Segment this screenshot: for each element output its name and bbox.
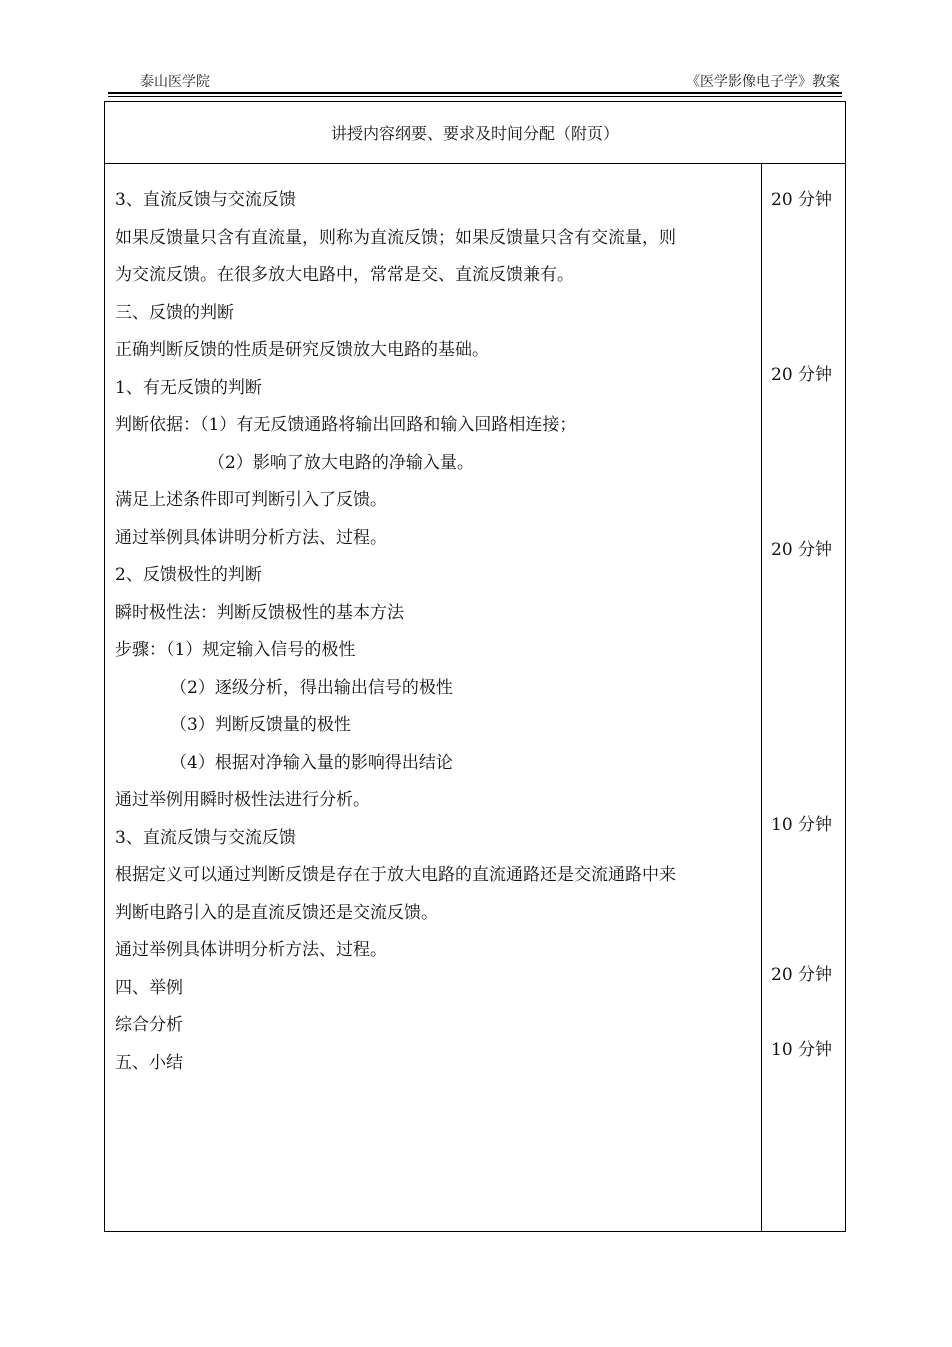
content-line: 通过举例具体讲明分析方法、过程。 <box>115 940 387 960</box>
content-line: 综合分析 <box>115 1015 183 1035</box>
content-line: 瞬时极性法：判断反馈极性的基本方法 <box>115 602 404 623</box>
content-line: 如果反馈量只含有直流量，则称为直流反馈；如果反馈量只含有交流量，则 <box>115 227 676 248</box>
time-allocation: 10 分钟 <box>771 815 833 835</box>
content-line: 2、反馈极性的判断 <box>115 565 262 585</box>
content-line: 3、直流反馈与交流反馈 <box>115 827 296 848</box>
content-line: 三、反馈的判断 <box>115 302 234 323</box>
content-line: 通过举例用瞬时极性法进行分析。 <box>115 790 370 810</box>
content-line: 通过举例具体讲明分析方法、过程。 <box>115 527 387 548</box>
content-line: 3、直流反馈与交流反馈 <box>115 190 296 210</box>
content-column <box>115 182 755 1082</box>
content-line: （2）影响了放大电路的净输入量。 <box>208 452 474 473</box>
content-line: 五、小结 <box>115 1052 183 1073</box>
content-line: （4）根据对净输入量的影响得出结论 <box>170 752 453 773</box>
table-title: 讲授内容纲要、要求及时间分配（附页） <box>105 102 845 164</box>
header-divider-thin <box>108 96 842 97</box>
header-course-title: 《医学影像电子学》教案 <box>686 74 840 90</box>
time-allocation: 20 分钟 <box>771 540 833 560</box>
content-line: 根据定义可以通过判断反馈是存在于放大电路的直流通路还是交流通路中来 <box>115 865 676 885</box>
content-line: 为交流反馈。在很多放大电路中，常常是交、直流反馈兼有。 <box>115 265 574 285</box>
header-school-name: 泰山医学院 <box>140 74 210 90</box>
time-allocation: 10 分钟 <box>771 1040 833 1060</box>
header-divider <box>108 92 842 94</box>
content-line: 1、有无反馈的判断 <box>115 377 262 398</box>
content-line: （3）判断反馈量的极性 <box>170 715 351 735</box>
content-line: （2）逐级分析，得出输出信号的极性 <box>170 677 453 698</box>
content-line: 四、举例 <box>115 977 183 998</box>
content-line: 判断电路引入的是直流反馈还是交流反馈。 <box>115 902 438 923</box>
content-line: 正确判断反馈的性质是研究反馈放大电路的基础。 <box>115 340 489 360</box>
content-line: 步骤：（1）规定输入信号的极性 <box>115 640 356 660</box>
time-allocation: 20 分钟 <box>771 190 833 210</box>
lecture-outline-table <box>104 101 846 1232</box>
column-divider <box>761 164 762 1231</box>
time-allocation: 20 分钟 <box>771 965 833 985</box>
content-line: 判断依据：（1）有无反馈通路将输出回路和输入回路相连接； <box>115 415 577 435</box>
content-line: 满足上述条件即可判断引入了反馈。 <box>115 490 387 510</box>
time-allocation: 20 分钟 <box>771 365 833 385</box>
